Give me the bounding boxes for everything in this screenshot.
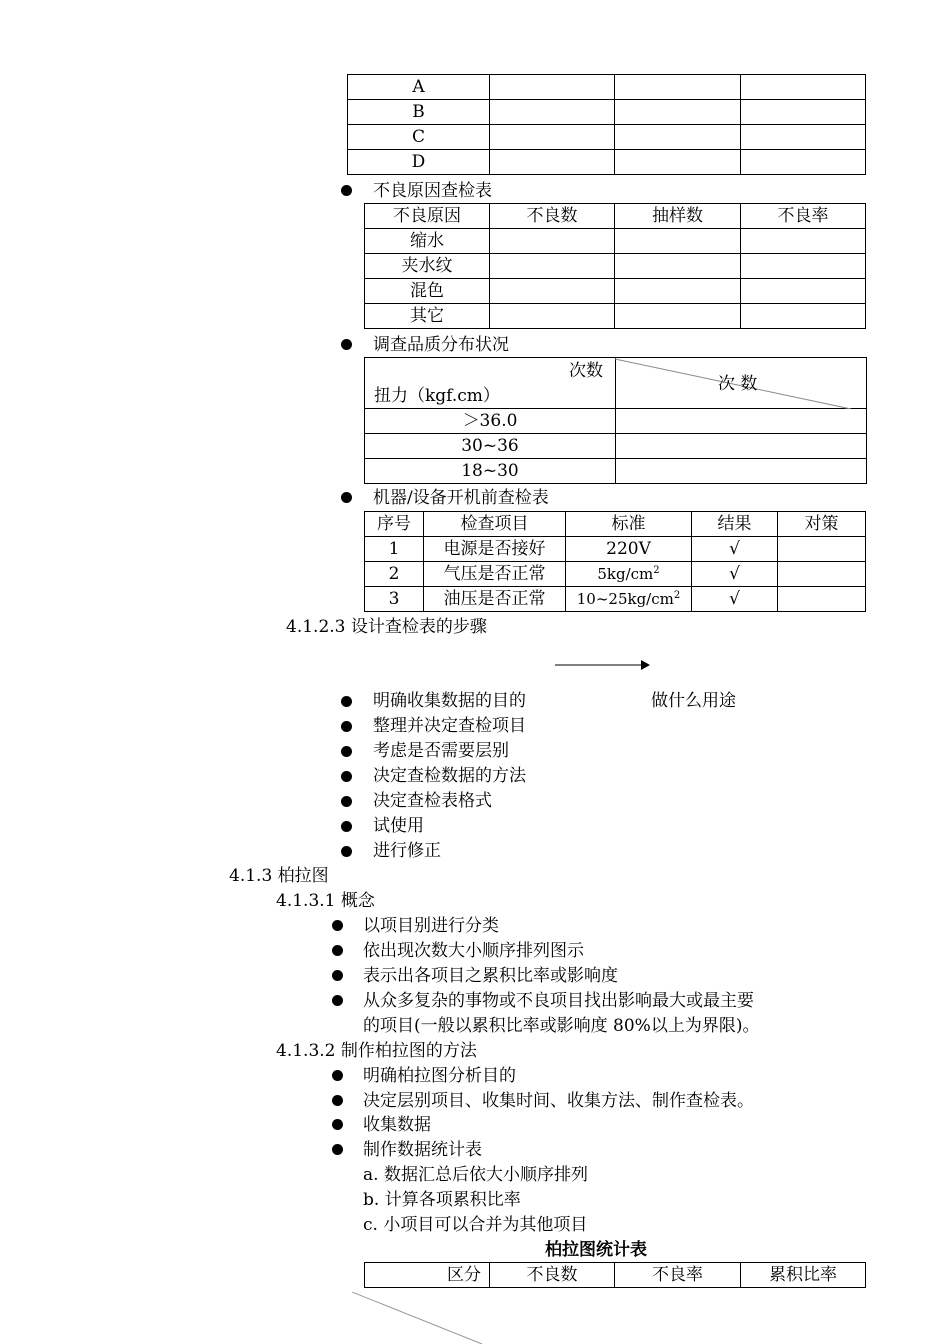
list-item: 试使用 — [373, 816, 424, 836]
cell-item: 电源是否接好 — [424, 537, 566, 562]
table-header-row — [365, 1263, 866, 1288]
sub-item: c. 小项目可以合并为其他项目 — [363, 1215, 588, 1235]
defect-table — [364, 203, 866, 329]
column-header: 不良率 — [615, 1263, 741, 1288]
pareto-table — [364, 1262, 866, 1288]
column-header: 累积比率 — [741, 1263, 866, 1288]
list-item: 制作数据统计表 — [363, 1140, 482, 1160]
cell-result: √ — [692, 537, 778, 562]
cell-standard: $10\sim 25kg/cm^2$ — [566, 587, 692, 612]
list-item: 收集数据 — [363, 1115, 431, 1135]
cell-result: √ — [692, 562, 778, 587]
column-header: 不良数 — [490, 1263, 615, 1288]
table-row — [348, 150, 866, 175]
list-item: 决定查检数据的方法 — [373, 766, 526, 786]
quality-table — [364, 357, 867, 484]
diag-header-bottom: 扭力（kgf.cm） — [374, 386, 500, 406]
bullet-icon — [341, 492, 352, 503]
bullet-icon — [341, 746, 352, 757]
list-item: 决定查检表格式 — [373, 791, 492, 811]
diag-header-top: 次数 — [569, 361, 603, 381]
bullet-icon — [341, 696, 352, 707]
bullet-icon — [341, 339, 352, 350]
list-item: 整理并决定查检项目 — [373, 716, 526, 736]
list-item: 以项目别进行分类 — [363, 916, 499, 936]
bullet-icon — [332, 1095, 343, 1106]
column-header: 不良数 — [490, 204, 615, 229]
list-item: 从众多复杂的事物或不良项目找出影响最大或最主要 — [363, 991, 754, 1011]
cell-result: √ — [692, 587, 778, 612]
row-label: 其它 — [365, 304, 490, 329]
table-row — [365, 279, 866, 304]
cell-no: 3 — [365, 587, 424, 612]
bullet-icon — [332, 920, 343, 931]
arrow-label: 做什么用途 — [651, 691, 736, 711]
bullet-icon — [332, 995, 343, 1006]
column-header: 序号 — [365, 512, 424, 537]
list-item: 进行修正 — [373, 841, 441, 861]
bullet-icon — [332, 1119, 343, 1130]
bullet-icon — [341, 771, 352, 782]
cell-item: 气压是否正常 — [424, 562, 566, 587]
section-title: 不良原因查检表 — [373, 181, 492, 201]
section-heading: 4.1.3 柏拉图 — [229, 866, 329, 886]
column-header: 结果 — [692, 512, 778, 537]
list-item-continuation: 的项目(一般以累积比率或影响度 80%以上为界限)。 — [363, 1016, 760, 1036]
list-item: 决定层别项目、收集时间、收集方法、制作查检表。 — [363, 1091, 754, 1111]
bullet-icon — [332, 970, 343, 981]
table-row — [365, 587, 866, 612]
cell-standard: 220V — [566, 537, 692, 562]
row-label: D — [348, 150, 490, 175]
table-row — [365, 304, 866, 329]
list-item: 依出现次数大小顺序排列图示 — [363, 941, 584, 961]
table-row — [365, 537, 866, 562]
bullet-icon — [341, 721, 352, 732]
machine-table — [364, 511, 866, 612]
sub-item: b. 计算各项累积比率 — [363, 1190, 521, 1210]
sub-item: a. 数据汇总后依大小顺序排列 — [363, 1165, 588, 1185]
row-label: C — [348, 125, 490, 150]
column-header: 区分 — [365, 1263, 490, 1288]
section-title: 调查品质分布状况 — [373, 335, 509, 355]
bullet-icon — [341, 796, 352, 807]
table-header-row — [365, 512, 866, 537]
row-label: 缩水 — [365, 229, 490, 254]
table-abcd — [347, 74, 866, 175]
section-heading: 4.1.2.3 设计查检表的步骤 — [286, 617, 487, 637]
arrow-icon — [555, 659, 651, 671]
table-row — [365, 562, 866, 587]
column-header: 不良原因 — [365, 204, 490, 229]
cell-item: 油压是否正常 — [424, 587, 566, 612]
section-title: 机器/设备开机前查检表 — [373, 488, 549, 508]
table-row — [365, 254, 866, 279]
row-label: A — [348, 75, 490, 100]
bullet-icon — [341, 185, 352, 196]
table-title: 柏拉图统计表 — [545, 1240, 647, 1260]
bullet-icon — [332, 1070, 343, 1081]
column-header: 对策 — [778, 512, 866, 537]
table-row — [348, 75, 866, 100]
cell-no: 2 — [365, 562, 424, 587]
bullet-icon — [341, 821, 352, 832]
table-row — [365, 229, 866, 254]
subsection-heading: 4.1.3.2 制作柏拉图的方法 — [276, 1041, 477, 1061]
table-row — [348, 100, 866, 125]
row-label: 混色 — [365, 279, 490, 304]
row-label: 30~36 — [461, 436, 519, 456]
column-header: 检查项目 — [424, 512, 566, 537]
cell-standard: $5kg/cm^2$ — [566, 562, 692, 587]
bullet-icon — [332, 945, 343, 956]
column-header: 次 数 — [718, 374, 758, 394]
subsection-heading: 4.1.3.1 概念 — [276, 891, 375, 911]
cell-no: 1 — [365, 537, 424, 562]
bullet-icon — [332, 1144, 343, 1155]
column-header: 抽样数 — [615, 204, 741, 229]
list-item: 明确柏拉图分析目的 — [363, 1066, 516, 1086]
row-label: ＞36.0 — [462, 411, 518, 431]
row-label: 夹水纹 — [365, 254, 490, 279]
column-header: 标准 — [566, 512, 692, 537]
column-header: 不良率 — [741, 204, 866, 229]
row-label: 18~30 — [461, 461, 519, 481]
table-row — [348, 125, 866, 150]
row-label: B — [348, 100, 490, 125]
list-item: 明确收集数据的目的 — [373, 691, 526, 711]
diagonal-line — [352, 1292, 492, 1344]
table-header-row — [365, 204, 866, 229]
bullet-icon — [341, 846, 352, 857]
list-item: 表示出各项目之累积比率或影响度 — [363, 966, 618, 986]
list-item: 考虑是否需要层别 — [373, 741, 509, 761]
